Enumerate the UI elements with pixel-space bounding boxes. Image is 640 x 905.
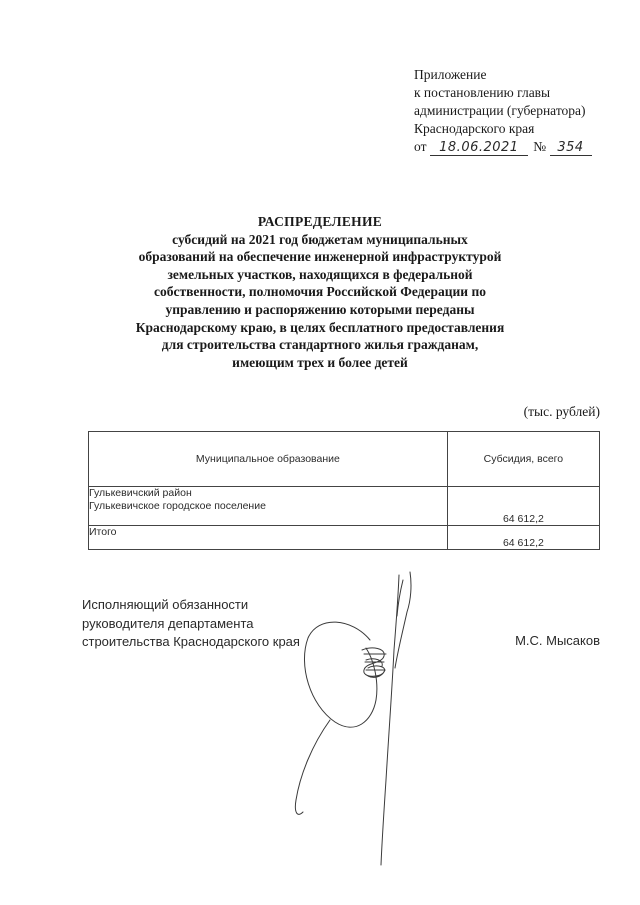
district-name: Гулькевичский район	[89, 487, 192, 499]
handwritten-date: 18.06.2021	[439, 140, 519, 155]
total-value: 64 612,2	[447, 526, 599, 550]
title-heading: РАСПРЕДЕЛЕНИЕ	[257, 214, 383, 229]
subsidy-value: 64 612,2	[447, 487, 599, 526]
appendix-line: администрации (губернатора)	[414, 103, 586, 118]
signer-position-line: руководителя департамента	[82, 615, 254, 631]
title-line: Краснодарскому краю, в целях бесплатного предоставления	[135, 319, 505, 335]
unit-label: (тыс. рублей)	[523, 404, 600, 419]
total-label: Итого	[89, 526, 448, 550]
title-line: субсидий на 2021 год бюджетам муниципальных	[172, 231, 468, 247]
number-prefix: №	[533, 139, 547, 154]
appendix-line: Приложение	[414, 67, 487, 82]
handwritten-number: 354	[557, 140, 584, 155]
signer-position-line: строительства Краснодарского края	[82, 634, 300, 649]
title-line: управлению и распоряжению которыми переданы	[165, 301, 475, 317]
title-line: собственности, полномочия Российской Федерации по	[154, 284, 486, 300]
title-line: для строительства стандартного жилья гражданам,	[161, 337, 479, 353]
appendix-line: к постановлению главы	[414, 85, 551, 100]
signer-name: М.С. Мысаков	[515, 633, 600, 648]
appendix-line: Краснодарского края	[414, 121, 535, 136]
column-header-subsidy: Субсидия, всего	[447, 432, 599, 487]
title-line: имеющим трех и более детей	[232, 354, 408, 370]
title-line: земельных участков, находящихся в федеральной	[167, 266, 473, 282]
title-line: образований на обеспечение инженерной инфраструктурой	[138, 249, 502, 265]
column-header-municipality: Муниципальное образование	[89, 432, 448, 487]
signer-position-line: Исполняющий обязанности	[82, 597, 249, 612]
settlement-name: Гулькевичское городское поселение	[89, 500, 266, 512]
date-prefix: от	[414, 139, 427, 154]
